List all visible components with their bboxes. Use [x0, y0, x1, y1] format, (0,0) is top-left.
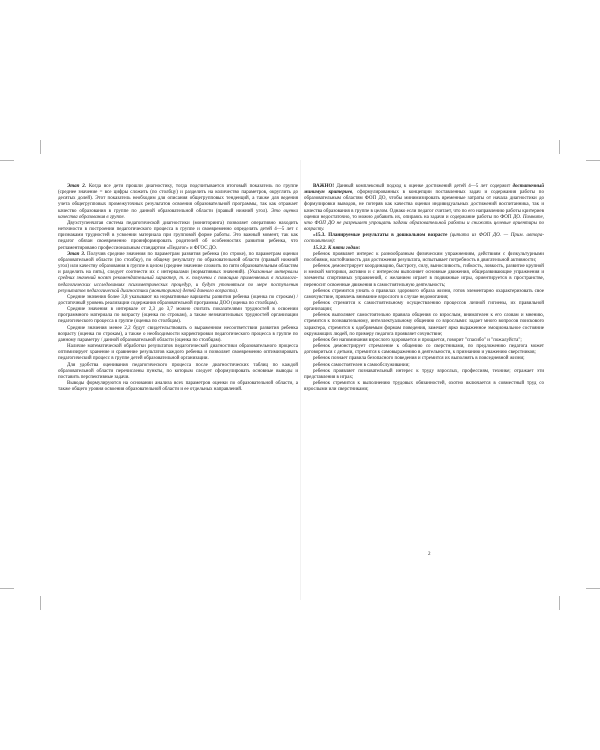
list-item: ребенок выполняет самостоятельно правила общения со взрослым, внимателен к его словам и мнению, стремится к познавательному, интеллектуальному общению со взрослыми: задает много вопросов поискового характера, стремится к одобряемым формам поведения, замечает ярко выраженное эмоциональное состояние окружающих людей, по примеру педагога проявляет сочувствие; [304, 313, 544, 337]
crop-mark [0, 160, 14, 161]
list-item: ребенок демонстрирует координацию, быстроту, силу, выносливость, гибкость, ловкость, развитие крупной и мелкой моторики, активно и с интересом выполняет основные движения, общеразвивающие упражнения и элементы спортивных упражнений, с желанием играет в подвижные игры, ориентируется в пространстве, переносит освоенные движения в самостоятельную деятельность; [304, 264, 544, 288]
crop-mark [40, 596, 41, 610]
crop-mark [559, 596, 560, 610]
spine-divider [300, 160, 301, 600]
list-item: ребенок стремится к выполнению трудовых обязанностей, охотно включается в совместный труд со взрослыми или сверстниками; [304, 381, 544, 393]
left-page-text [58, 184, 298, 393]
list-item: ребенок стремится узнать о правилах здорового образа жизни, готов элементарно охарактеризовать свое самочувствие, привлечь внимание взрослого в случае недомогания; [304, 288, 544, 300]
crop-mark [586, 588, 600, 589]
paragraph-math-processing: Наличие математической обработки результатов педагогической диагностики образовательного процесса оптимизирует хранение и сравнение результатов каждого ребенка и позволяет своевременно оптимизировать педагогический процесс в группе детей образовательной организации. [58, 344, 298, 362]
right-page-text [304, 184, 544, 393]
subsection-heading: 15.3.2. К пяти годам: [313, 245, 361, 251]
paragraph-above-3-8: Средние значения более 3,8 указывают на нормативные варианты развития ребенка (оценка по строкам) / достаточный уровень реализации содержания образовательной программы ДОО (оценка по столбцам). [58, 294, 298, 306]
list-item: ребенок демонстрирует стремление к общению со сверстниками, по предложению педагога может договориться с детьми, стремится к самовыражению в деятельности, к признанию и уважению сверстников; [304, 344, 544, 356]
list-item: ребенок проявляет интерес к разнообразным физическим упражнениям, действиям с физкультурными пособиями, настойчивость для достижения результата, испытывает потребность в двигательной активности; [304, 251, 544, 263]
section-heading: «15.3. Планируемые результаты в дошкольном возрасте (цитата из ФОП ДО. — Прим. автора-составителя): [304, 233, 545, 245]
paragraph-two-stage-system: Двухступенчатая система педагогической диагностики (мониторинга) позволяет оперативно находить неточности в построении педагогического процесса в группе и своевременно определять детей 4—5 лет с признаками трудностей в усвоении материала при групповой форме работы. Это важный момент, так как педагог обязан своевременно проинформировать родителей об особенностях развития ребенка, что регламентировано профессиональным стандартом «Педагог» и ФГОС ДО. [58, 220, 298, 251]
paragraph-conclusions: Выводы формулируются на основании анализа всех параметров оценки по образовательной области, а также общего уровня освоения образовательной области и ее отдельных направлений. [58, 381, 298, 393]
crop-mark [40, 140, 41, 154]
crop-mark [586, 160, 600, 161]
page-number: 2 [428, 552, 431, 557]
paragraph-convenience: Для удобства оценивания педагогического процесса после диагностических таблиц по каждой образовательной области перечислены пункты, по которым следует сформулировать основные выводы и поставить перспективные задачи. [58, 362, 298, 380]
list-item: ребенок познает правила безопасного поведения и стремится их выполнять в повседневной жизни; [313, 356, 525, 362]
list-item: ребенок проявляет познавательный интерес к труду взрослых, профессиям, технике; отражает эти представления в играх; [304, 368, 544, 380]
list-item: ребенок стремится к самостоятельному осуществлению процессов личной гигиены, их правильной организации; [304, 300, 544, 313]
paragraph-stage-3: Этап 3. Получив средние значения по параметрам развития ребенка (по строке), по параметрам оценки образовательной области (по столбцу), по общему результату по образовательной области (правый нижний угол) или качеству образования в группе в целом (среднее значение сложить по пяти образовательным областям и разделить на пять), следует соотнести их с интервалами (нормативных значений). (Указанные интервалы средних значений носят рекомендательный характер, т. к. получены с помощью применяемых в психолого-педагогических исследованиях психометрических процедур, и будут уточняться по мере поступления результатов педагогической диагностики (мониторинга) детей данного возраста). [58, 251, 298, 294]
list-item: ребенок без напоминания взрослого здоровается и прощается, говорит "спасибо" и "пожалуйста"; [313, 337, 522, 343]
paragraph-2-3-to-3-7: Средние значения в интервале от 2,3 до 3,7 можно считать показателями трудностей в освоении программного материала по возрасту (оценка по строкам), а также незначительных трудностей организации педагогического процесса в группе (оценка по столбцам). [58, 307, 298, 325]
crop-mark [0, 588, 14, 589]
list-item: ребенок самостоятелен в самообслуживании; [313, 362, 410, 368]
paragraph-important-note: ВАЖНО! Данный комплексный подход к оценке достижений детей 4—5 лет содержит достаточный минимум критериев, сформулированных в концепции поставленных задач и содержания работы по образовательным областям ФОП ДО, чтобы минимизировать временные затраты от начала диагностики до формулировки выводов, не потеряв как качества оценки индивидуальных достижений воспитанника, так и качества образования в группе в целом. Однако если педагог считает, что по его направлению работы критериев оценки недостаточно, то можно добавить их, опираясь на задачи и содержание работы по ФОП ДО. Помните, что ФОП ДО не разрешает упрощать задачи образовательной работы и снижать целевые ориентиры по возрасту. [304, 184, 544, 233]
crop-mark [559, 140, 560, 154]
paragraph-below-2-2: Средние значения менее 2,2 будут свидетельствовать о выраженном несоответствии развития ребенка возрасту (оценка по строкам), а также о необходимости корректировки педагогического процесса в группе по данному параметру / данной образовательной области (оценка по столбцам). [58, 325, 298, 343]
paragraph-stage-2: Этап 2. Когда все дети прошли диагностику, тогда подсчитывается итоговый показатель по группе (среднее значение = все цифры сложить (по столбцу) и разделить на количество параметров, округлить до десятых долей). Этот показатель необходим для описания общегрупповых тенденций, а также для ведения учета общегрупповых промежуточных результатов освоения образовательной программы, так как отражает качество образования в группе по данной образовательной области (правый нижний угол). Это оценка качества образования в группе. [58, 184, 298, 220]
